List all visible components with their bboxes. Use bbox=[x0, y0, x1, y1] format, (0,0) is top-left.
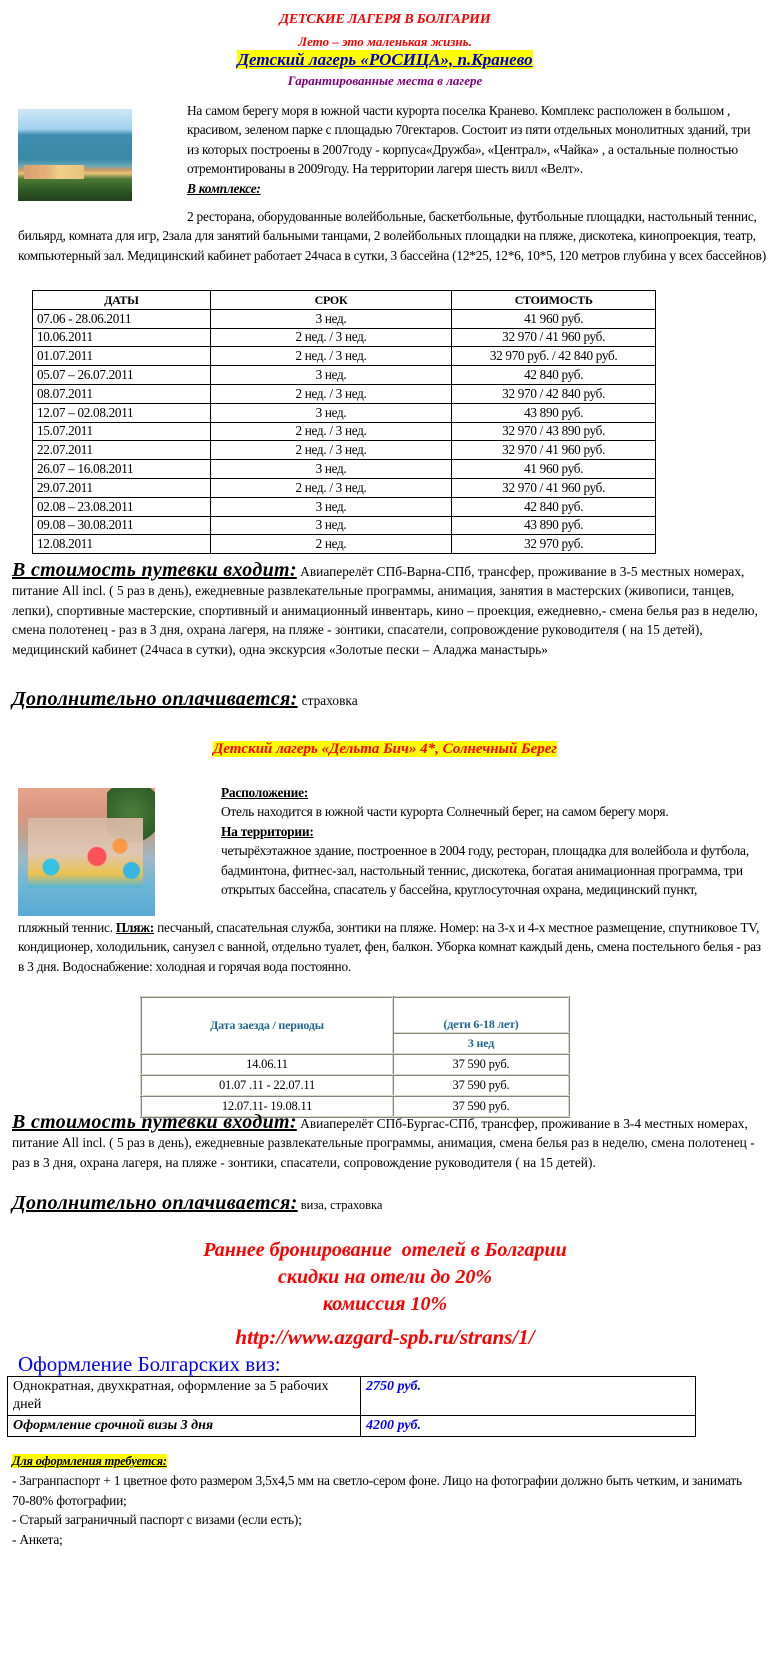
guarantee-note: Гарантированные места в лагере bbox=[287, 73, 483, 88]
cell-duration: 3 нед. bbox=[210, 403, 452, 422]
sea-coast-photo bbox=[18, 109, 132, 201]
camp1-link[interactable]: Детский лагерь «РОСИЦА», п.Кранево bbox=[237, 50, 533, 69]
camp1-price-table bbox=[32, 290, 656, 554]
camp2-territory-label: На территории: bbox=[221, 823, 314, 839]
cell-price: 32 970 / 41 960 руб. bbox=[452, 441, 656, 460]
camp1-complex-label: В комплексе: bbox=[187, 180, 261, 196]
camp2-details bbox=[18, 918, 763, 976]
camp2-includes-label: В стоимость путевки входит: bbox=[12, 1111, 297, 1133]
cell-duration: 3 нед. bbox=[210, 460, 452, 479]
camp1-title bbox=[0, 50, 770, 70]
camp2-extra bbox=[12, 1192, 760, 1215]
cell-dates: 15.07.2011 bbox=[33, 422, 211, 441]
cell-price: 41 960 руб. bbox=[452, 460, 656, 479]
cell-duration: 2 нед. / 3 нед. bbox=[210, 328, 452, 347]
visa-price-table bbox=[7, 1376, 696, 1437]
cell-price: 37 590 руб. bbox=[393, 1054, 569, 1075]
cell-dates: 12.08.2011 bbox=[33, 535, 211, 554]
table-row bbox=[33, 403, 656, 422]
cell-dates: 12.07 – 02.08.2011 bbox=[33, 403, 211, 422]
cell-duration: 2 нед. / 3 нед. bbox=[210, 347, 452, 366]
cell-dates: 02.08 – 23.08.2011 bbox=[33, 497, 211, 516]
camp2-extra-label: Дополнительно оплачивается: bbox=[12, 1192, 298, 1214]
visa-section-title: Оформление Болгарских виз: bbox=[18, 1352, 281, 1376]
cell-duration: 2 нед. bbox=[210, 535, 452, 554]
cell-price: 42 840 руб. bbox=[452, 497, 656, 516]
tagline: Лето – это маленькая жизнь. bbox=[298, 34, 472, 49]
cell-price: 32 970 / 41 960 руб. bbox=[452, 478, 656, 497]
table-row bbox=[8, 1377, 696, 1416]
cell-duration: 3 нед. bbox=[210, 497, 452, 516]
table-row bbox=[33, 460, 656, 479]
cell-price: 37 590 руб. bbox=[393, 1096, 569, 1117]
requirement-item: - Старый заграничный паспорт с визами (если есть); bbox=[12, 1512, 302, 1528]
cell-price: 32 970 / 42 840 руб. bbox=[452, 384, 656, 403]
table-row bbox=[33, 535, 656, 554]
requirement-item: - Загранпаспорт + 1 цветное фото размером 3,5х4,5 мм на светло-сером фоне. Лицо на фотографии должно быть четким, и занимать 70-80% фотографии; bbox=[12, 1473, 742, 1508]
cell-dates: 08.07.2011 bbox=[33, 384, 211, 403]
visa-standard-price: 2750 руб. bbox=[361, 1377, 696, 1416]
camp1-description bbox=[187, 101, 757, 198]
table-row bbox=[33, 384, 656, 403]
table-row bbox=[33, 478, 656, 497]
camp2-extra-text: виза, страховка bbox=[297, 1198, 383, 1212]
visa-standard-label: Однократная, двухкратная, оформление за 5 рабочих дней bbox=[8, 1377, 361, 1416]
cell-duration: 2 нед. / 3 нед. bbox=[210, 441, 452, 460]
kids-pool-photo bbox=[18, 788, 155, 916]
table-row bbox=[33, 328, 656, 347]
cell-duration: 2 нед. / 3 нед. bbox=[210, 478, 452, 497]
camp1-extra bbox=[12, 688, 760, 711]
camp2-location-text: Отель находится в южной части курорта Солнечный берег, на самом берегу моря. bbox=[221, 804, 669, 820]
cell-price: 32 970 руб. / 42 840 руб. bbox=[452, 347, 656, 366]
cell-price: 32 970 руб. bbox=[452, 535, 656, 554]
visa-urgent-label: Оформление срочной визы 3 дня bbox=[8, 1416, 361, 1437]
cell-price: 43 890 руб. bbox=[452, 403, 656, 422]
cell-price: 41 960 руб. bbox=[452, 309, 656, 328]
promo-line-1: Раннее бронирование отелей в Болгарии bbox=[203, 1239, 567, 1261]
col-header-duration: СРОК bbox=[210, 291, 452, 310]
table-row bbox=[33, 422, 656, 441]
col-header-price: СТОИМОСТЬ bbox=[452, 291, 656, 310]
cell-duration: 3 нед. bbox=[210, 366, 452, 385]
camp2-location-label: Расположение: bbox=[221, 785, 308, 800]
col-header-dates: Дата заезда / периоды bbox=[141, 997, 393, 1054]
cell-dates: 10.06.2011 bbox=[33, 328, 211, 347]
camp2-beach-text: песчаный, спасательная служба, зонтики на пляже. Номер: на 3-х и 4-х местное размещение, спутниковое TV, кондиционер, холодильник, санузел с ванной, отдельно туалет, фен, балкон. Уборка комнат каждый день, смена постельного белья - раз в 3 дня. Водоснабжение: холодная и горячая вода постоянно. bbox=[18, 920, 761, 974]
camp1-includes bbox=[12, 561, 760, 659]
cell-dates: 09.08 – 30.08.2011 bbox=[33, 516, 211, 535]
camp1-extra-label: Дополнительно оплачивается: bbox=[12, 688, 298, 710]
cell-duration: 3 нед. bbox=[210, 516, 452, 535]
camp1-complex-text: 2 ресторана, оборудованные волейбольные, баскетбольные, футбольные площадки, настольный теннис, бильярд, комната для игр, 2зала для занятий бальными танцами, 2 волейбольных площадки на пляже, дискотека, кинопроекция, театр, компьютерный зал. Медицинский кабинет работает 24часа в сутки, 3 бассейна (12*25, 12*6, 10*5, 120 метров глубина у всех бассейнов) bbox=[18, 209, 766, 263]
cell-dates: 26.07 – 16.08.2011 bbox=[33, 460, 211, 479]
cell-duration: 2 нед. / 3 нед. bbox=[210, 384, 452, 403]
requirement-item: - Анкета; bbox=[12, 1531, 63, 1547]
cell-price: 43 890 руб. bbox=[452, 516, 656, 535]
camp2-title bbox=[0, 741, 770, 758]
promo-line-3: комиссия 10% bbox=[322, 1293, 448, 1315]
camp1-includes-text: Авиаперелёт СПб-Варна-СПб, трансфер, проживание в 3-5 местных номерах, питание All incl. ( 5 раз в день), ежедневные развлекательные программы, анимация, занятия в мастерских (живописи, танцев, лепки), спортивные мастерские, спортивный и анимационный инвентарь, кино – проекция, ежедневно,- смена белья раз в неделю, смена полотенец - раз в 3 дня, охрана лагеря, на пляже - зонтики, спасатели, сопровождение руководителя ( на 15 детей), медицинский кабинет (24часа в сутки), одна экскурсия «Золотые пески – Аладжа манастырь» bbox=[12, 564, 758, 657]
camp1-includes-label: В стоимость путевки входит: bbox=[12, 559, 297, 581]
col-subheader-duration: 3 нед bbox=[393, 1033, 569, 1054]
table-header-row bbox=[33, 291, 656, 310]
cell-period: 01.07 .11 - 22.07.11 bbox=[141, 1075, 393, 1096]
camp2-price-table bbox=[140, 996, 570, 1118]
cell-dates: 01.07.2011 bbox=[33, 347, 211, 366]
requirements-label: Для оформления требуется: bbox=[12, 1454, 167, 1468]
cell-dates: 29.07.2011 bbox=[33, 478, 211, 497]
table-row bbox=[33, 366, 656, 385]
camp2-includes-text: Авиаперелёт СПб-Бургас-СПб, трансфер, проживание в 3-4 местных номерах, питание All incl. ( 5 раз в день), ежедневные развлекательные программы, анимация, смена белья раз в неделю, смена полотенец - раз в 3 дня, охрана лагеря, на пляже - зонтики, спасатели, сопровождение руководителя ( на 15 детей). bbox=[12, 1116, 755, 1170]
cell-price: 42 840 руб. bbox=[452, 366, 656, 385]
table-row bbox=[33, 347, 656, 366]
camp2-includes bbox=[12, 1113, 760, 1172]
camp1-extra-text: страховка bbox=[301, 693, 358, 708]
page-title: ДЕТСКИЕ ЛАГЕРЯ В БОЛГАРИИ bbox=[279, 12, 491, 27]
col-header-age: (дети 6-18 лет) bbox=[393, 997, 569, 1033]
cell-period: 14.06.11 bbox=[141, 1054, 393, 1075]
table-row bbox=[33, 309, 656, 328]
cell-dates: 07.06 - 28.06.2011 bbox=[33, 309, 211, 328]
promo-line-2: скидки на отели до 20% bbox=[277, 1266, 493, 1288]
camp2-title-text: Детский лагерь «Дельта Бич» 4*, Солнечный Берег bbox=[213, 741, 557, 757]
col-header-dates: ДАТЫ bbox=[33, 291, 211, 310]
cell-dates: 22.07.2011 bbox=[33, 441, 211, 460]
table-row bbox=[141, 1054, 569, 1075]
visa-urgent-price: 4200 руб. bbox=[361, 1416, 696, 1437]
promo-block bbox=[0, 1237, 770, 1351]
camp2-beach-label: Пляж: bbox=[115, 920, 154, 935]
cell-duration: 3 нед. bbox=[210, 309, 452, 328]
visa-requirements bbox=[12, 1451, 762, 1549]
cell-price: 32 970 / 41 960 руб. bbox=[452, 328, 656, 347]
cell-dates: 05.07 – 26.07.2011 bbox=[33, 366, 211, 385]
cell-price: 37 590 руб. bbox=[393, 1075, 569, 1096]
table-header-row bbox=[141, 997, 569, 1033]
table-row bbox=[8, 1416, 696, 1437]
camp2-info bbox=[221, 783, 761, 899]
camp1-description-text: На самом берегу моря в южной части курорта поселка Кранево. Комплекс расположен в большом , красивом, зеленом парке с площадью 70гектаров. Состоит из пяти отдельных монолитных зданий, три из которых построены в 2007году - корпуса«Дружба», «Централ», «Чайка» , а остальные полностью отремонтированы в 2009году. На территории лагеря шесть вилл «Велт». bbox=[187, 103, 751, 177]
cell-duration: 2 нед. / 3 нед. bbox=[210, 422, 452, 441]
table-row bbox=[33, 516, 656, 535]
cell-period: 12.07.11- 19.08.11 bbox=[141, 1096, 393, 1117]
table-row bbox=[33, 441, 656, 460]
table-row bbox=[33, 497, 656, 516]
table-row bbox=[141, 1075, 569, 1096]
cell-price: 32 970 / 43 890 руб. bbox=[452, 422, 656, 441]
camp2-territory-tail: пляжный теннис. bbox=[18, 920, 116, 935]
promo-url-link[interactable]: http://www.azgard-spb.ru/strans/1/ bbox=[235, 1325, 535, 1349]
camp2-territory-text: четырёхэтажное здание, построенное в 2004 году, ресторан, площадка для волейбола и футбола, бадминтона, фитнес-зал, настольный теннис, дискотека, богатая анимационная программа, три открытых бассейна, спасатель у бассейна, круглосуточная охрана, медицинский пункт, bbox=[221, 843, 749, 898]
